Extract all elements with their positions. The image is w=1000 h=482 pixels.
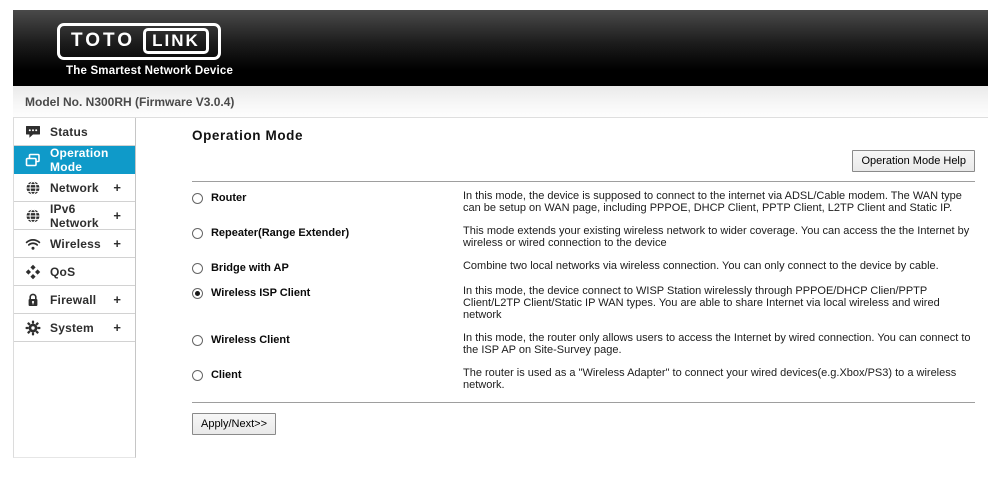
qos-icon (25, 264, 41, 280)
mode-description: Combine two local networks via wireless connection. You can only connect to the device by cable. (462, 260, 939, 272)
sidebar-filler (14, 342, 135, 457)
logo-primary-text: TOTO (71, 30, 136, 51)
windows-icon (25, 152, 41, 168)
sidebar-item-system[interactable] (14, 314, 135, 342)
mode-row-wireless-isp-client (192, 285, 975, 321)
mode-list (192, 190, 975, 391)
mode-label[interactable]: Client (210, 369, 242, 381)
mode-description: In this mode, the router only allows users to access the Internet by wired connection. You can connect to the ISP AP on Site-Survey page. (462, 332, 971, 356)
mode-description: In this mode, the device connect to WISP Station wirelessly through PPPOE/DHCP Clien/PPTP Client/L2TP Client/Static IP WAN types. You are able to share Internet via local wireless and wired network (462, 285, 940, 321)
expand-plus: + (113, 236, 121, 251)
sidebar-item-label: IPv6 Network (50, 201, 99, 230)
radio-repeater[interactable] (192, 228, 203, 239)
mode-description: The router is used as a "Wireless Adapter" to connect your wired devices(e.g.Xbox/PS3) to a wireless network. (462, 367, 957, 391)
mode-label[interactable]: Wireless Client (210, 334, 290, 346)
mode-label[interactable]: Bridge with AP (210, 262, 289, 274)
sidebar-item-label: QoS (50, 264, 76, 279)
lock-icon (25, 292, 41, 308)
sidebar-item-label: Operation Mode (50, 145, 109, 174)
radio-router[interactable] (192, 193, 203, 204)
gear-icon (25, 320, 41, 336)
sidebar-item-firewall[interactable] (14, 286, 135, 314)
expand-plus: + (113, 208, 121, 223)
bottom-divider (192, 402, 975, 403)
radio-bridge-with-ap[interactable] (192, 263, 203, 274)
radio-client[interactable] (192, 370, 203, 381)
operation-mode-help-button[interactable]: Operation Mode Help (852, 150, 975, 172)
sidebar-item-label: System (50, 320, 94, 335)
mode-row-client (192, 367, 975, 391)
mode-label[interactable]: Wireless ISP Client (210, 287, 311, 299)
sidebar-item-qos[interactable] (14, 258, 135, 286)
sidebar-item-operation-mode[interactable] (14, 146, 135, 174)
top-divider (192, 181, 975, 182)
apply-next-button[interactable]: Apply/Next>> (192, 413, 276, 435)
mode-label[interactable]: Router (210, 192, 247, 204)
mode-row-wireless-client (192, 332, 975, 356)
globe-icon (25, 180, 41, 196)
header (13, 10, 988, 86)
sidebar-item-status[interactable] (14, 118, 135, 146)
sidebar-item-wireless[interactable] (14, 230, 135, 258)
sidebar-item-label: Firewall (50, 292, 97, 307)
sidebar-item-label: Network (50, 180, 99, 195)
main-content (136, 118, 988, 458)
brand-tagline: The Smartest Network Device (66, 65, 234, 77)
mode-row-repeater (192, 225, 975, 249)
logo-secondary-text: LINK (143, 28, 209, 54)
sidebar-item-label: Wireless (50, 236, 101, 251)
totolink-logo (57, 23, 233, 77)
sidebar-item-network[interactable] (14, 174, 135, 202)
logo-box (57, 23, 221, 60)
wifi-icon (25, 236, 41, 252)
mode-description: In this mode, the device is supposed to connect to the internet via ADSL/Cable modem. The WAN type can be setup on WAN page, including PPPOE, DHCP Client, PPTP Client, L2TP Client and Static IP. (462, 190, 962, 214)
mode-row-bridge-with-ap (192, 260, 975, 274)
sidebar-item-ipv6-network[interactable] (14, 202, 135, 230)
sidebar (13, 118, 136, 458)
page-title: Operation Mode (191, 128, 304, 143)
app-window (13, 10, 988, 458)
mode-label[interactable]: Repeater(Range Extender) (210, 227, 350, 239)
model-info-bar: Model No. N300RH (Firmware V3.0.4) (13, 86, 988, 118)
mode-row-router (192, 190, 975, 214)
expand-plus: + (113, 320, 121, 335)
expand-plus: + (113, 180, 121, 195)
expand-plus: + (113, 292, 121, 307)
radio-wireless-client[interactable] (192, 335, 203, 346)
chat-icon (25, 124, 41, 140)
globe-icon (25, 208, 41, 224)
mode-description: This mode extends your existing wireless network to wider coverage. You can access the the Internet by wireless or wired connection to the device (462, 225, 970, 249)
radio-wireless-isp-client[interactable] (192, 288, 203, 299)
sidebar-item-label: Status (50, 124, 88, 139)
